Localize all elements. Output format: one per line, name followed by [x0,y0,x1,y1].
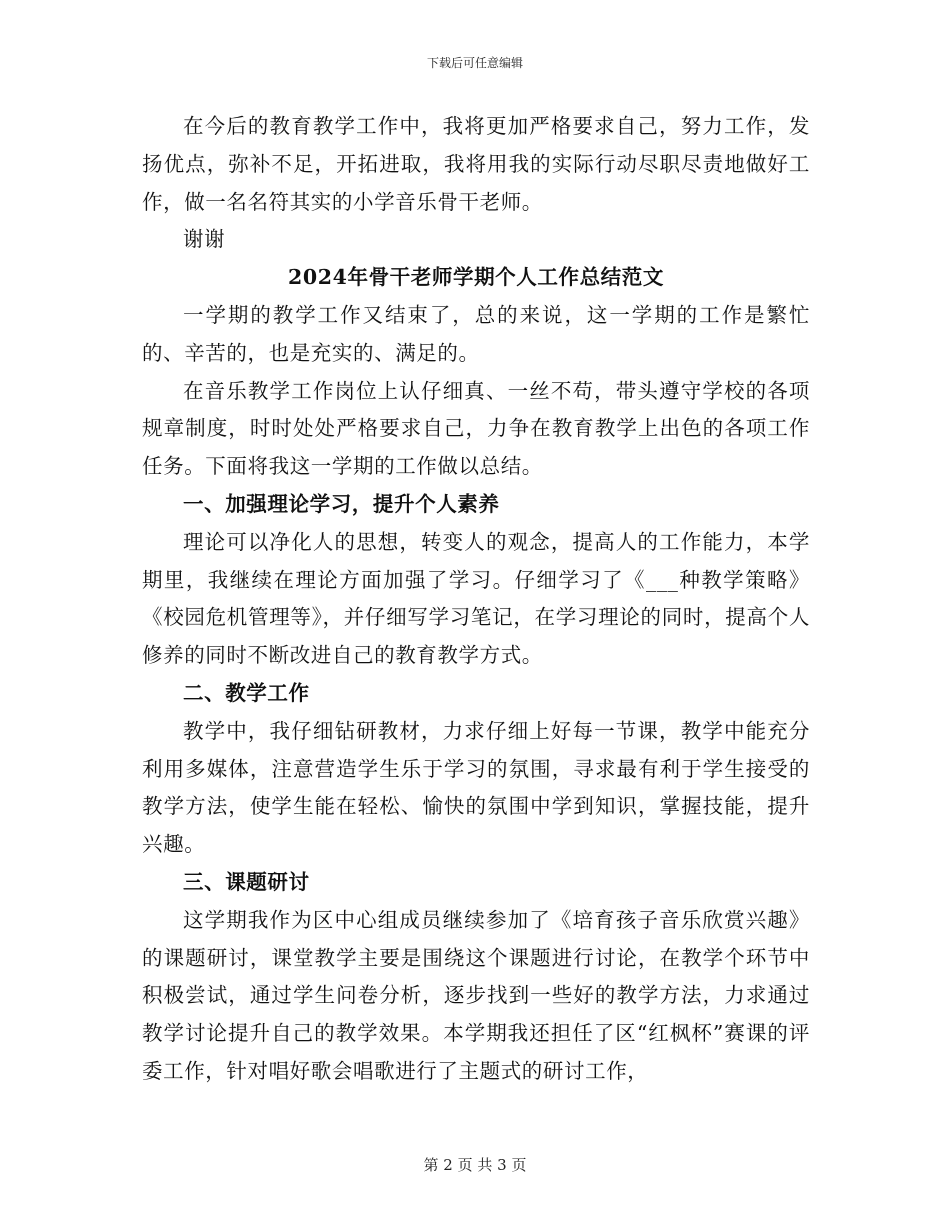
paragraph-1: 一学期的教学工作又结束了，总的来说，这一学期的工作是繁忙的、辛苦的，也是充实的、满足的。 [142,302,810,365]
section-2-body: 教学中，我仔细钻研教材，力求仔细上好每一节课，教学中能充分利用多媒体，注意营造学生乐于学习的氛围，寻求最有利于学生接受的教学方法，使学生能在轻松、愉快的氛围中学到知识，掌握技能，提升兴趣。 [142,718,810,857]
thanks-line: 谢谢 [183,227,226,252]
page-header-note: 下载后可任意编辑 [426,56,523,70]
section-1-heading: 一、加强理论学习，提升个人素养 [183,491,500,516]
document-body [142,108,810,1091]
document-title: 2024年骨干老师学期个人工作总结范文 [288,265,664,290]
section-2-heading: 二、教学工作 [183,680,310,705]
paragraph-2: 在音乐教学工作岗位上认仔细真、一丝不苟，带头遵守学校的各项规章制度，时时处处严格要求自己，力争在教育教学上出色的各项工作任务。下面将我这一学期的工作做以总结。 [142,378,810,479]
page-indicator: 第 2 页 共 3 页 [423,1156,527,1174]
section-3-heading: 三、课题研讨 [183,869,310,894]
intro-paragraph: 在今后的教育教学工作中，我将更加严格要求自己，努力工作，发扬优点，弥补不足，开拓进取，我将用我的实际行动尽职尽责地做好工作，做一名名符其实的小学音乐骨干老师。 [142,114,810,214]
section-1-body: 理论可以净化人的思想，转变人的观念，提高人的工作能力，本学期里，我继续在理论方面加强了学习。仔细学习了《___种教学策略》《校园危机管理等》，并仔细写学习笔记，在学习理论的同时，提高个人修养的同时不断改进自己的教育教学方式。 [142,529,810,668]
section-3-body: 这学期我作为区中心组成员继续参加了《培育孩子音乐欣赏兴趣》的课题研讨，课堂教学主要是围绕这个课题进行讨论，在教学个环节中积极尝试，通过学生问卷分析，逐步找到一些好的教学方法，力求通过教学讨论提升自己的教学效果。本学期我还担任了区“红枫杯”赛课的评委工作，针对唱好歌会唱歌进行了主题式的研讨工作， [142,907,810,1083]
